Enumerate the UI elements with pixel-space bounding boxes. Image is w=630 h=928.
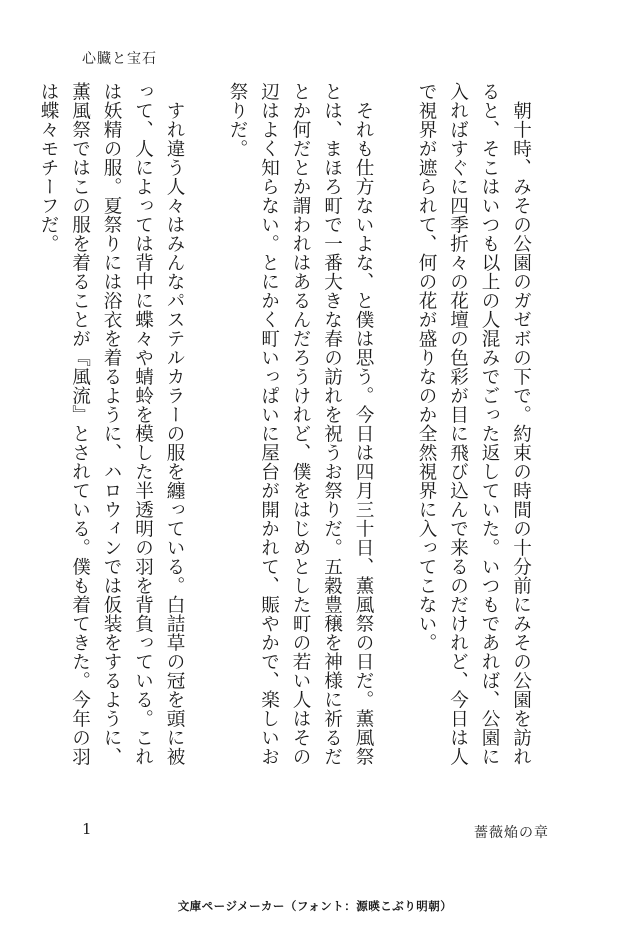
page-number: 1 (82, 820, 92, 838)
chapter-title: 薔薇焔の章 (474, 825, 549, 841)
footer-credit: 文庫ページメーカー（フォント：源暎こぶり明朝） (177, 899, 453, 913)
body-text (38, 82, 568, 782)
book-title: 心臓と宝石 (82, 51, 157, 67)
paragraph (0, 82, 1, 782)
paragraph: 朝十時、みその公園のガゼボの下で。約束の時間の十分前にみその公園を訪れると、そこはいつも以上の人混みでごった返していた。いつもであれば、公園に入ればすぐに四季折々の花壇の色彩が目に飛び込んで来るのだけれど、今日は人で視界が遮られて、何の花が盛りなのか全然視界に入ってこない。 (416, 82, 532, 766)
paragraph: それも仕方ないよな、と僕は思う。今日は四月三十日、薫風祭の日だ。薫風祭とは、まほろ町で一番大きな春の訪れを祝うお祭りだ。五穀豊穣を神様に祈るだとか何だとか謂われはあるんだろうけれど、僕をはじめとした町の若い人はその辺はよく知らない。とにかく町いっぱいに屋台が開かれて、賑やかで、楽しいお祭りだ。 (227, 82, 374, 766)
paragraph: すれ違う人々はみんなパステルカラーの服を纏っている。白詰草の冠を頭に被って、人によっては背中に蝶々や蜻蛉を模した半透明の羽を背負っている。これは妖精の服。夏祭りには浴衣を着るように、ハロウィンでは仮装をするように、薫風祭ではこの服を着ることが『風流』とされている。僕も着てきた。今年の羽は蝶々モチーフだ。 (38, 82, 185, 766)
